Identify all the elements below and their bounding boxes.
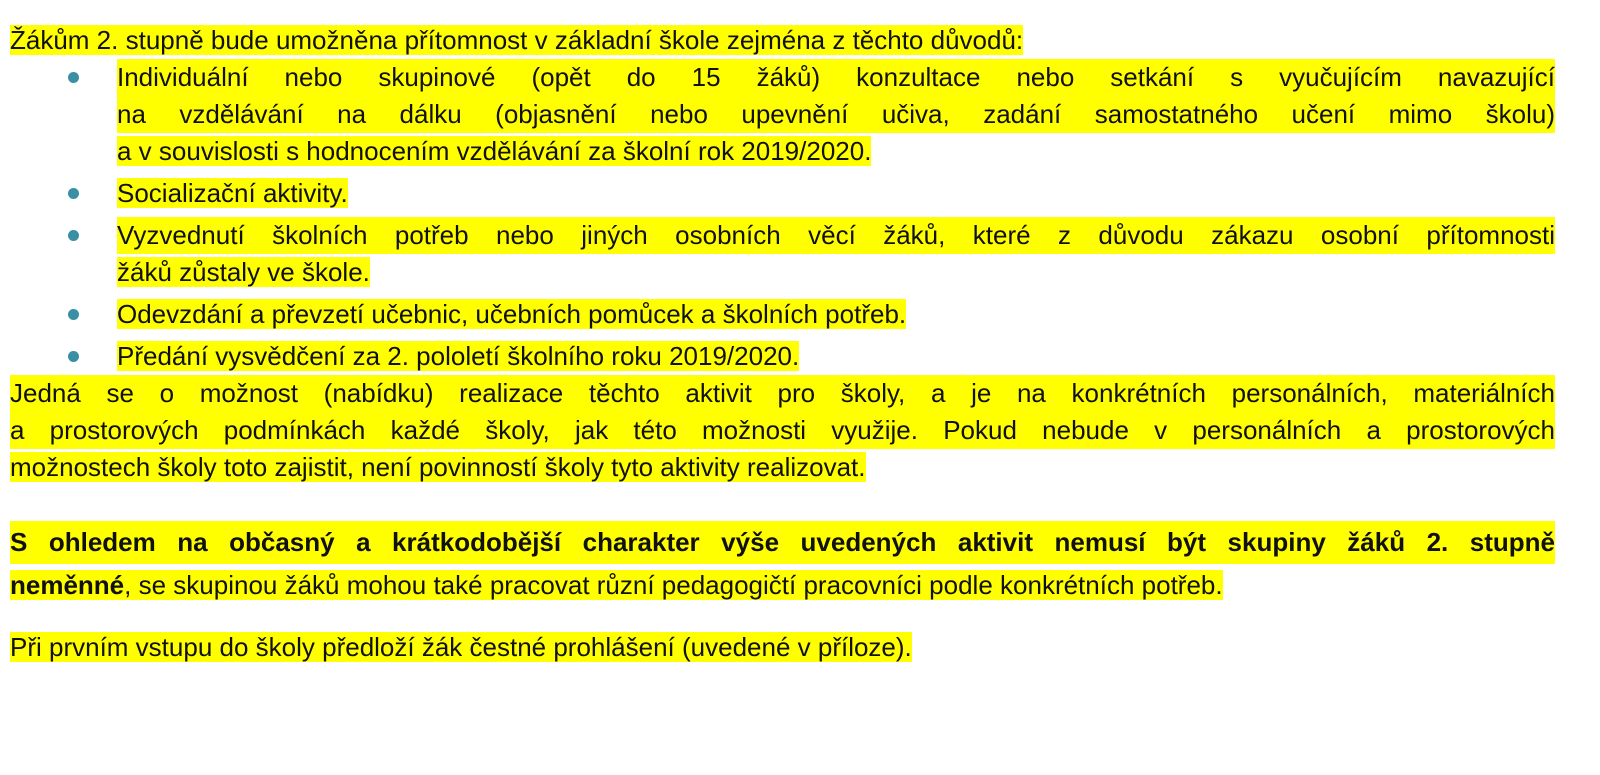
intro-text: Žákům 2. stupně bude umožněna přítomnost v základní škole zejména z těchto důvodů: bbox=[10, 25, 1024, 55]
list-item bbox=[10, 175, 1555, 212]
bullet-icon bbox=[68, 188, 79, 199]
list-item-line: Socializační aktivity. bbox=[117, 178, 348, 208]
list-item-line: na vzdělávání na dálku (objasnění nebo upevnění učiva, zadání samostatného učení mimo školu) bbox=[117, 96, 1555, 133]
bullet-icon bbox=[68, 72, 79, 83]
bullet-icon bbox=[68, 351, 79, 362]
list-item-line: Předání vysvědčení za 2. pololetí školního roku 2019/2020. bbox=[117, 341, 800, 371]
bullet-icon bbox=[68, 309, 79, 320]
list-item-line: žáků zůstaly ve škole. bbox=[117, 257, 370, 287]
paragraph-line: Při prvním vstupu do školy předloží žák čestné prohlášení (uvedené v příloze). bbox=[10, 632, 912, 662]
paragraph-spacer bbox=[10, 486, 1555, 521]
paragraph-line: Jedná se o možnost (nabídku) realizace těchto aktivit pro školy, a je na konkrétních personálních, materiálních bbox=[10, 375, 1555, 412]
list-item bbox=[10, 296, 1555, 333]
document-body bbox=[10, 22, 1555, 666]
list-item-line: Odevzdání a převzetí učebnic, učebních pomůcek a školních potřeb. bbox=[117, 299, 907, 329]
paragraph-line: možnostech školy toto zajistit, není povinností školy tyto aktivity realizovat. bbox=[10, 452, 866, 482]
list-item bbox=[10, 217, 1555, 291]
list-item-line: Vyzvednutí školních potřeb nebo jiných osobních věcí žáků, které z důvodu zákazu osobní přítomnosti bbox=[117, 217, 1555, 254]
list-item-line: a v souvislosti s hodnocením vzdělávání za školní rok 2019/2020. bbox=[117, 136, 872, 166]
paragraph-line: a prostorových podmínkách každé školy, jak této možnosti využije. Pokud nebude v personálních a prostorových bbox=[10, 412, 1555, 449]
list-item bbox=[10, 338, 1555, 375]
reasons-list bbox=[10, 59, 1555, 375]
paragraph-options bbox=[10, 375, 1555, 486]
paragraph-line: , se skupinou žáků mohou také pracovat různí pedagogičtí pracovníci podle konkrétních potřeb. bbox=[124, 570, 1223, 600]
list-item bbox=[10, 59, 1555, 170]
list-item-line: Individuální nebo skupinové (opět do 15 žáků) konzultace nebo setkání s vyučujícím navazující bbox=[117, 59, 1555, 96]
paragraph-bold-word: neměnné bbox=[10, 570, 125, 600]
paragraph-declaration bbox=[10, 629, 1555, 666]
paragraph-bold-line: S ohledem na občasný a krátkodobější charakter výše uvedených aktivit nemusí být skupiny žáků 2. stupně bbox=[10, 521, 1555, 564]
bullet-icon bbox=[68, 230, 79, 241]
intro-paragraph bbox=[10, 22, 1555, 59]
paragraph-groups bbox=[10, 521, 1555, 607]
